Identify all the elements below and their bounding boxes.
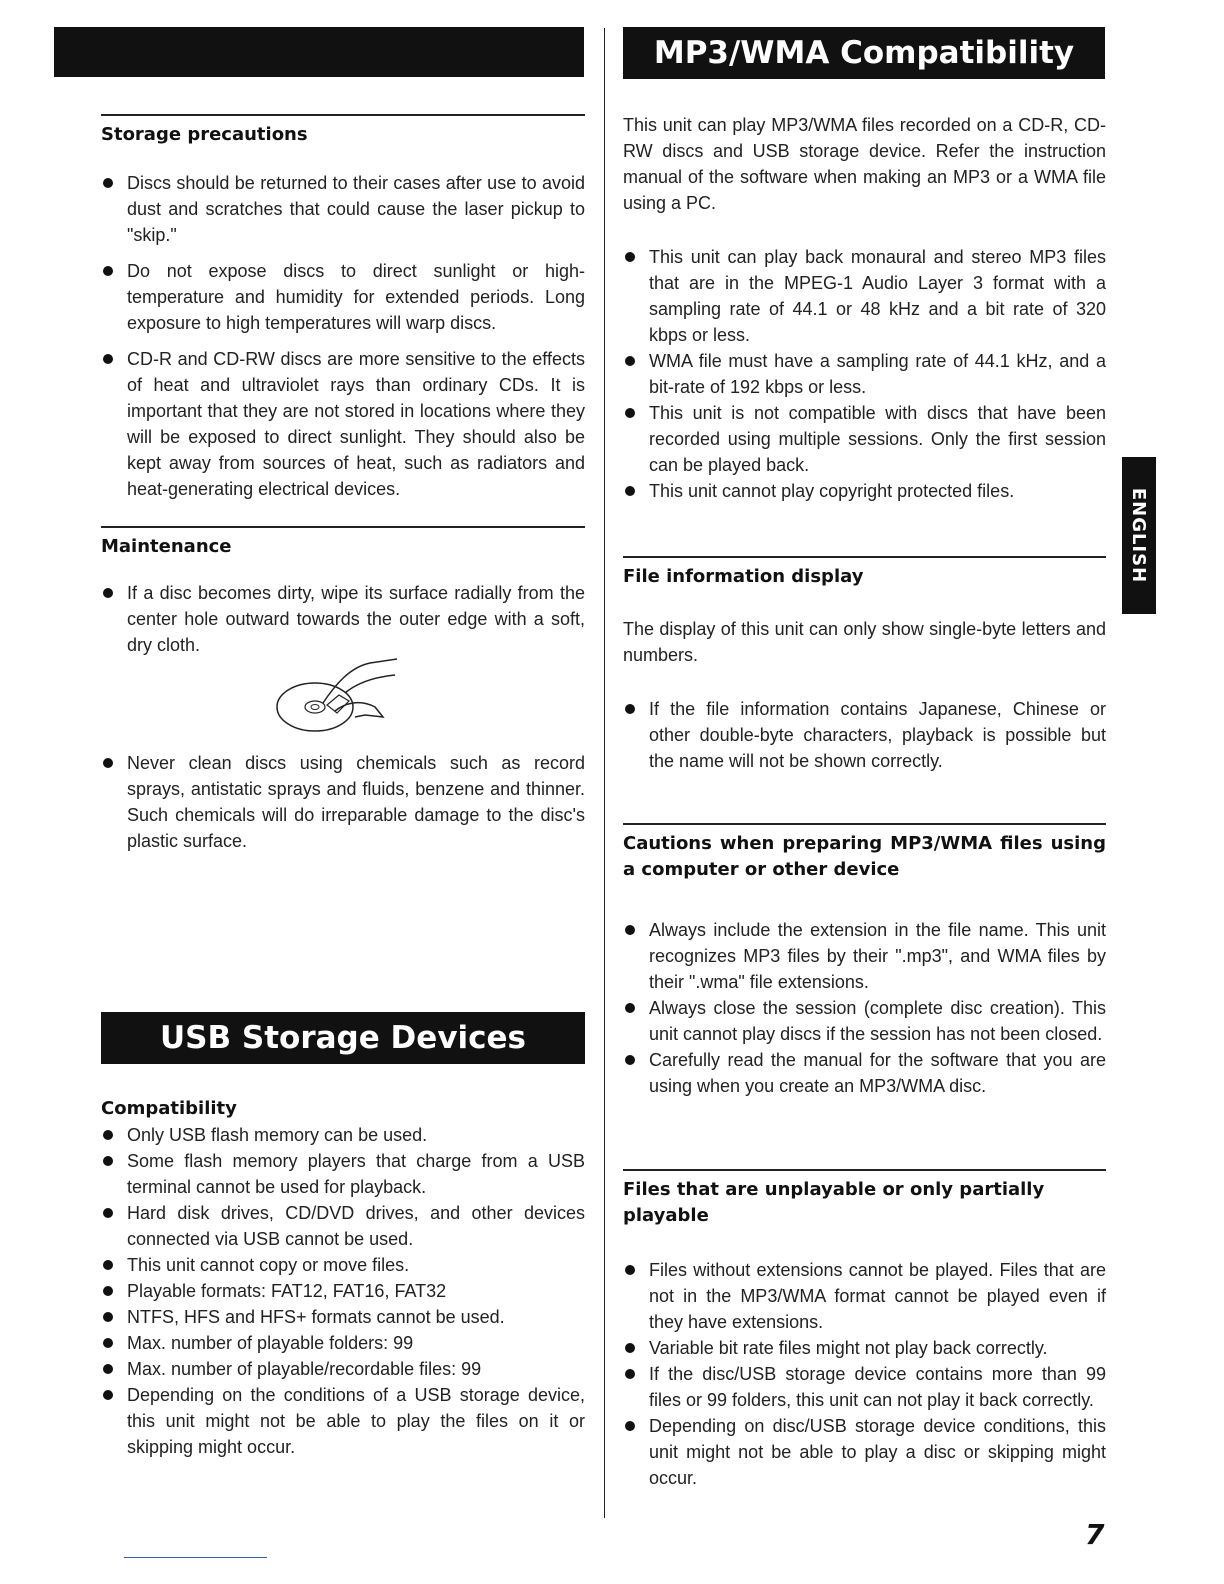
list-item: Variable bit rate files might not play back correctly. — [623, 1335, 1106, 1361]
bullet-icon — [625, 486, 635, 496]
maintenance-list-2-wrap — [101, 750, 585, 854]
bullet-icon — [103, 1208, 113, 1218]
bullet-icon — [103, 1130, 113, 1140]
section-rule — [101, 114, 585, 116]
bullet-icon — [103, 1312, 113, 1322]
list-item: This unit cannot copy or move files. — [101, 1252, 585, 1278]
fileinfo-heading: File information display — [623, 566, 864, 587]
bullet-icon — [625, 1003, 635, 1013]
list-item: Only USB flash memory can be used. — [101, 1122, 585, 1148]
bullet-icon — [625, 252, 635, 262]
list-item: Hard disk drives, CD/DVD drives, and other devices connected via USB cannot be used. — [101, 1200, 585, 1252]
list-item: If the disc/USB storage device contains more than 99 files or 99 folders, this unit can not play it back correctly. — [623, 1361, 1106, 1413]
bullet-icon — [625, 1421, 635, 1431]
cautions-list — [623, 917, 1106, 1099]
list-item: Do not expose discs to direct sunlight or high-temperature and humidity for extended periods. Long exposure to high temperatures will warp discs. — [101, 258, 585, 336]
cautions-heading: Cautions when preparing MP3/WMA files using a computer or other device — [623, 833, 1106, 880]
mp3-wma-title: MP3/WMA Compatibility — [623, 27, 1105, 79]
list-item: Some flash memory players that charge from a USB terminal cannot be used for playback. — [101, 1148, 585, 1200]
bullet-icon — [625, 1265, 635, 1275]
compatibility-section — [101, 1096, 585, 1460]
maintenance-list-2 — [101, 750, 585, 854]
unplayable-section — [623, 1169, 1106, 1491]
bullet-icon — [103, 1286, 113, 1296]
list-item: WMA file must have a sampling rate of 44.1 kHz, and a bit-rate of 192 kbps or less. — [623, 348, 1106, 400]
left-header-bar — [54, 27, 584, 77]
list-item: Max. number of playable folders: 99 — [101, 1330, 585, 1356]
bullet-icon — [625, 1369, 635, 1379]
mp3-intro-section — [623, 112, 1106, 504]
bullet-icon — [625, 356, 635, 366]
bullet-icon — [103, 1364, 113, 1374]
bullet-icon — [103, 588, 113, 598]
bullet-icon — [103, 266, 113, 276]
section-rule — [623, 823, 1106, 825]
bullet-icon — [103, 178, 113, 188]
list-item: Always close the session (complete disc creation). This unit cannot play discs if the session has not been closed. — [623, 995, 1106, 1047]
list-item: CD-R and CD-RW discs are more sensitive to the effects of heat and ultraviolet rays than ordinary CDs. It is important that they are not stored in locations where they will be exposed to direct sunlight. They should also be kept away from sources of heat, such as radiators and heat-generating electrical devices. — [101, 346, 585, 502]
section-rule — [101, 526, 585, 528]
list-item: This unit can play back monaural and stereo MP3 files that are in the MPEG-1 Audio Layer 3 format with a sampling rate of 44.1 or 48 kHz and a bit rate of 320 kbps or less. — [623, 244, 1106, 348]
bullet-icon — [103, 354, 113, 364]
section-rule — [623, 556, 1106, 558]
list-item: This unit cannot play copyright protected files. — [623, 478, 1106, 504]
list-item: Always include the extension in the file name. This unit recognizes MP3 files by their ".mp3", and WMA files by their ".wma" file extensions. — [623, 917, 1106, 995]
list-item: Discs should be returned to their cases after use to avoid dust and scratches that could cause the laser pickup to "skip." — [101, 170, 585, 248]
list-item: This unit is not compatible with discs that have been recorded using multiple sessions. Only the first session can be played back. — [623, 400, 1106, 478]
list-item: NTFS, HFS and HFS+ formats cannot be used. — [101, 1304, 585, 1330]
list-item: If the file information contains Japanese, Chinese or other double-byte characters, playback is possible but the name will not be shown correctly. — [623, 696, 1106, 774]
fileinfo-intro: The display of this unit can only show single-byte letters and numbers. — [623, 619, 1106, 665]
list-item: Never clean discs using chemicals such as record sprays, antistatic sprays and fluids, benzene and thinner. Such chemicals will do irreparable damage to the disc's plastic surface. — [101, 750, 585, 854]
compatibility-list — [101, 1122, 585, 1460]
bullet-icon — [625, 925, 635, 935]
unplayable-heading: Files that are unplayable or only partially playable — [623, 1179, 1045, 1226]
storage-section — [101, 114, 585, 512]
maintenance-list-1 — [101, 580, 585, 658]
list-item: Depending on the conditions of a USB storage device, this unit might not be able to play the files on it or skipping might occur. — [101, 1382, 585, 1460]
footer-line — [124, 1557, 267, 1558]
language-tab — [1122, 457, 1156, 614]
language-tab-label: ENGLISH — [1128, 487, 1150, 584]
list-item: Max. number of playable/recordable files: 99 — [101, 1356, 585, 1382]
mp3-intro: This unit can play MP3/WMA files recorded on a CD-R, CD-RW discs and USB storage device. Refer the instruction manual of the software when making an MP3 or a WMA file using a PC. — [623, 115, 1106, 213]
bullet-icon — [103, 1338, 113, 1348]
list-item: If a disc becomes dirty, wipe its surface radially from the center hole outward towards the outer edge with a soft, dry cloth. — [101, 580, 585, 658]
mp3-list — [623, 244, 1106, 504]
bullet-icon — [625, 1343, 635, 1353]
unplayable-list — [623, 1257, 1106, 1491]
bullet-icon — [103, 1260, 113, 1270]
storage-heading: Storage precautions — [101, 124, 308, 145]
maintenance-heading: Maintenance — [101, 536, 232, 557]
bullet-icon — [103, 1390, 113, 1400]
storage-list — [101, 170, 585, 502]
disc-cleaning-illustration-icon — [265, 655, 415, 735]
bullet-icon — [625, 704, 635, 714]
maintenance-section — [101, 526, 585, 658]
list-item: Playable formats: FAT12, FAT16, FAT32 — [101, 1278, 585, 1304]
section-rule — [623, 1169, 1106, 1171]
fileinfo-section — [623, 556, 1106, 774]
usb-storage-title: USB Storage Devices — [101, 1012, 585, 1064]
column-divider — [604, 28, 605, 1518]
list-item: Files without extensions cannot be played. Files that are not in the MP3/WMA format cannot be played even if they have extensions. — [623, 1257, 1106, 1335]
bullet-icon — [103, 758, 113, 768]
bullet-icon — [625, 408, 635, 418]
bullet-icon — [625, 1055, 635, 1065]
cautions-section — [623, 823, 1106, 1099]
list-item: Carefully read the manual for the software that you are using when you create an MP3/WMA disc. — [623, 1047, 1106, 1099]
page-number: 7 — [1085, 1518, 1105, 1551]
bullet-icon — [103, 1156, 113, 1166]
list-item: Depending on disc/USB storage device conditions, this unit might not be able to play a disc or skipping might occur. — [623, 1413, 1106, 1491]
fileinfo-list — [623, 696, 1106, 774]
compatibility-heading: Compatibility — [101, 1098, 237, 1119]
